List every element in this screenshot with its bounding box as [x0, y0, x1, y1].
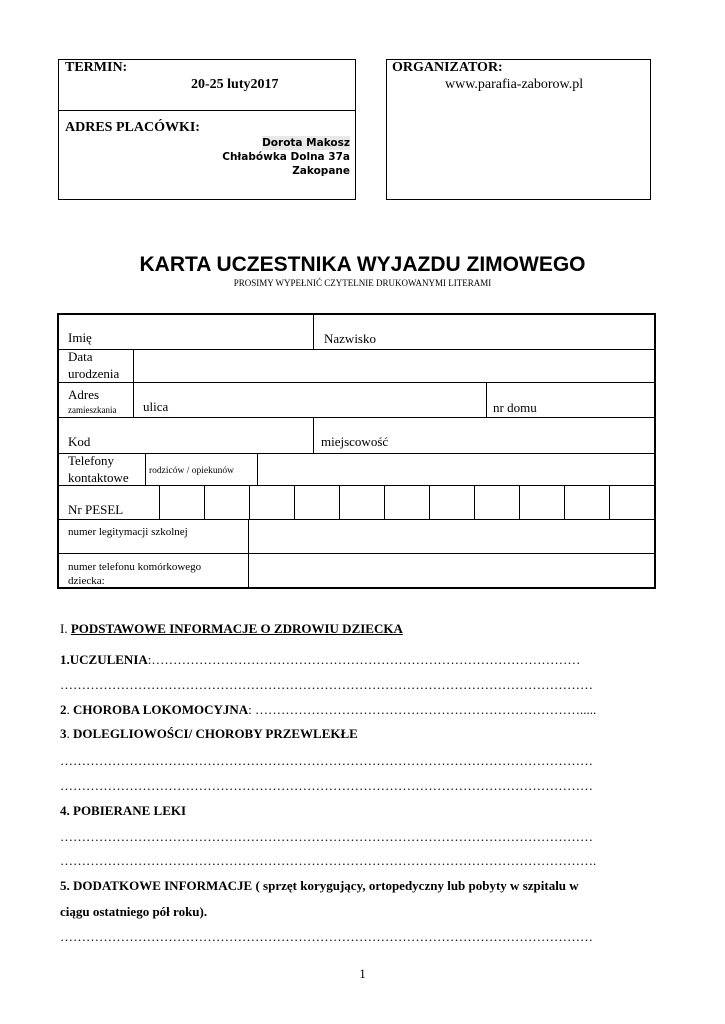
q1-answer-line[interactable]: ……………………………………………………………………………………………………………	[60, 677, 593, 692]
organizer-box	[386, 59, 651, 200]
label-data-2: urodzenia	[68, 366, 120, 381]
legitymacja-field[interactable]	[250, 520, 655, 552]
label-rodzicow: rodziców / opiekunów	[149, 466, 234, 476]
ulica-field[interactable]	[179, 383, 484, 416]
address-line-street: Chłabówka Dolna 37a	[222, 151, 350, 163]
organizer-label: ORGANIZATOR:	[392, 60, 503, 75]
q3-label: DOLEGLIOWOŚCI/ CHOROBY PRZEWLEKŁE	[73, 726, 358, 741]
kod-field[interactable]	[99, 418, 309, 452]
q5-line-2: ciągu ostatniego pół roku).	[60, 904, 208, 919]
health-section-num: I.	[60, 621, 68, 636]
q1-num: 1.	[60, 652, 70, 667]
address-box	[58, 110, 356, 200]
form-title: KARTA UCZESTNIKA WYJAZDU ZIMOWEGO	[139, 253, 586, 276]
q2-motion-sickness: 2. CHOROBA LOKOMOCYJNA: ………………………………………………………………….....	[60, 702, 597, 717]
label-miejscowosc: miejscowość	[321, 434, 389, 449]
page-number: 1	[359, 966, 366, 981]
label-nr-domu: nr domu	[493, 400, 537, 415]
form-subtitle: PROSIMY WYPEŁNIĆ CZYTELNIE DRUKOWANYMI LITERAMI	[233, 278, 492, 288]
label-telefony-1: Telefony	[68, 453, 115, 468]
q1-label: UCZULENIA	[69, 652, 148, 667]
address-label: ADRES PLACÓWKI:	[65, 120, 200, 135]
telefony-field[interactable]	[259, 454, 654, 484]
q3-num: 3	[60, 726, 67, 741]
health-section-heading	[60, 621, 403, 637]
miejscowosc-field[interactable]	[404, 418, 654, 452]
label-imie: Imię	[68, 330, 92, 345]
label-data-1: Data	[68, 349, 93, 364]
label-kod: Kod	[68, 434, 91, 449]
q2-num: 2	[60, 702, 67, 717]
komorka-field[interactable]	[250, 554, 655, 587]
participant-table	[57, 313, 656, 589]
q3-chronic: 3. DOLEGLIOWOŚCI/ CHOROBY PRZEWLEKŁE	[60, 726, 358, 741]
q3-answer-line-2[interactable]: ……………………………………………………………………………………………………………	[60, 778, 593, 793]
address-lines	[222, 136, 350, 178]
label-pesel: Nr PESEL	[68, 502, 124, 517]
label-adres-2: zamieszkania	[68, 405, 117, 415]
q2-label: CHOROBA LOKOMOCYJNA	[73, 702, 249, 717]
health-section-title: PODSTAWOWE INFORMACJE O ZDROWIU DZIECKA	[70, 621, 403, 636]
imie-field[interactable]	[109, 315, 309, 348]
q5-answer-line[interactable]: ……………………………………………………………………………………………………………	[60, 929, 593, 944]
nazwisko-field[interactable]	[399, 315, 654, 348]
organizer-url[interactable]: www.parafia-zaborow.pl	[445, 77, 584, 92]
label-ulica: ulica	[143, 399, 169, 414]
label-komorka-1: numer telefonu komórkowego	[68, 561, 202, 573]
address-line-city: Zakopane	[292, 165, 350, 177]
label-nazwisko: Nazwisko	[324, 331, 376, 346]
label-adres-1: Adres	[68, 387, 100, 402]
q5-line-1: 5. DODATKOWE INFORMACJE ( sprzęt korygujący, ortopedyczny lub pobyty w szpitalu w	[60, 878, 579, 893]
label-telefony-2: kontaktowe	[68, 470, 129, 485]
termin-value: 20-25 luty2017	[191, 77, 279, 92]
q3-answer-line-1[interactable]: ……………………………………………………………………………………………………………	[60, 753, 593, 768]
q4-answer-line-1[interactable]: ……………………………………………………………………………………………………………	[60, 829, 593, 844]
q4-medications: 4. POBIERANE LEKI	[60, 803, 187, 818]
q1-allergies: 1.UCZULENIA:………………………………………………………………………………………	[60, 652, 581, 667]
address-line-name: Dorota Makosz	[262, 137, 350, 149]
label-legitymacja: numer legitymacji szkolnej	[68, 526, 188, 538]
data-urodzenia-field[interactable]	[135, 350, 655, 381]
termin-box	[58, 59, 356, 111]
nr-domu-field[interactable]	[544, 383, 654, 416]
termin-label: TERMIN:	[65, 60, 128, 75]
pesel-field[interactable]	[160, 486, 655, 518]
label-komorka-2: dziecka:	[68, 575, 105, 587]
q4-answer-line-2[interactable]: …………………………………………………………………………………………………………….	[60, 853, 597, 868]
